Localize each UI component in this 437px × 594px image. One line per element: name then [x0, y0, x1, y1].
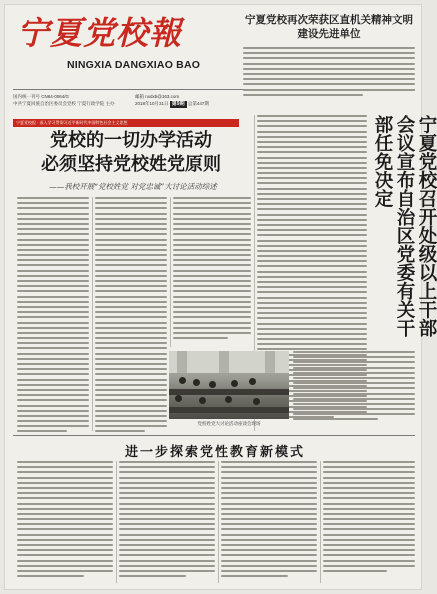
photo-caption: 党校姓党大讨论活动座谈会现场 — [197, 421, 261, 426]
main-headline-line-1: 党校的一切办学活动 — [50, 130, 212, 151]
vertical-headline-box — [371, 115, 437, 345]
bottom-article-col-4 — [323, 461, 415, 575]
main-headline — [21, 129, 241, 177]
info-date: 2018年10月31日 — [135, 101, 169, 106]
red-banner: 宁夏党校报 · 深入学习贯彻习近平新时代中国特色社会主义思想 — [13, 119, 239, 127]
column-divider — [116, 461, 117, 583]
masthead-title: 宁夏党校報 — [17, 14, 183, 52]
info-right — [135, 93, 247, 108]
meeting-photo — [169, 351, 289, 419]
bottom-divider — [13, 435, 415, 436]
column-divider — [170, 197, 171, 347]
bottom-article-col-2 — [119, 461, 215, 580]
info-publisher: 中共宁夏回族自治区委员会党校 宁夏行政学院 主办 — [13, 101, 115, 106]
main-subheadline: ——我校开展“党校姓党 对党忠诚”大讨论活动综述 — [49, 182, 217, 191]
info-email: 邮箱 nxdxb@163.com — [135, 94, 180, 99]
right-lower-text — [293, 351, 415, 424]
newspaper-page — [4, 4, 437, 590]
bottom-article-col-1 — [17, 461, 113, 580]
bottom-headline: 进一步探索党性教育新模式 — [124, 445, 305, 460]
column-divider — [92, 197, 93, 431]
main-article-col-1 — [17, 197, 89, 436]
info-total-number: 总第447期 — [187, 101, 209, 106]
info-date-line — [135, 100, 247, 108]
column-divider — [218, 461, 219, 583]
masthead — [13, 13, 235, 89]
bottom-article-col-3 — [221, 461, 317, 580]
issue-number-badge: 第9期 — [171, 101, 185, 107]
column-divider — [320, 461, 321, 583]
masthead-pinyin: NINGXIA DANGXIAO BAO — [67, 59, 201, 71]
main-article-col-2 — [95, 197, 167, 436]
info-cn-number: 国内统一刊号 CN64-0064/G — [13, 94, 70, 99]
top-right-article-text — [243, 47, 415, 99]
main-article-col-3 — [173, 197, 251, 342]
main-headline-line-2: 必须坚持党校姓党原则 — [41, 154, 221, 175]
vertical-headline: 宁夏党校召开处级以上干部会议宣布自治区党委有关干部任免决定 — [372, 115, 437, 337]
info-left — [13, 93, 131, 107]
top-right-headline: 宁夏党校再次荣获区直机关精神文明建设先进单位 — [245, 14, 413, 40]
